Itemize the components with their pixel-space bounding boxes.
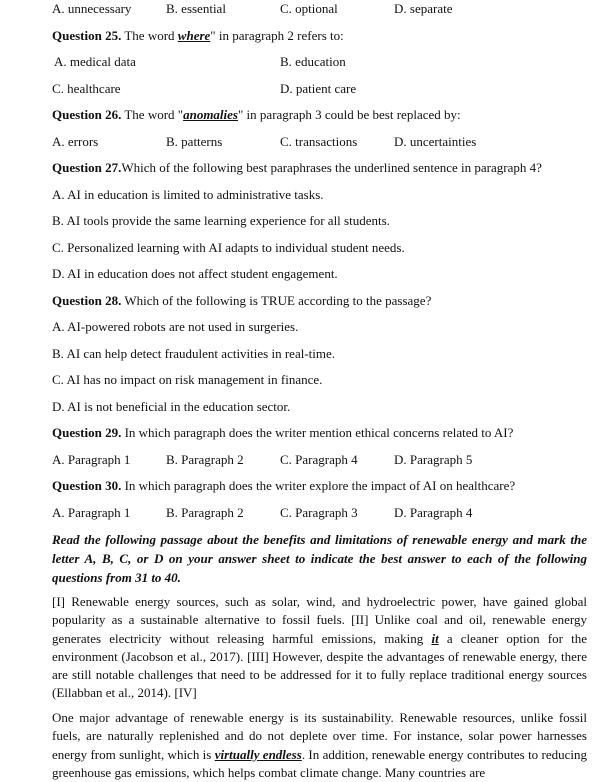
- q25-number: Question 25.: [52, 28, 122, 43]
- q26-option-b[interactable]: B. patterns: [166, 134, 223, 149]
- q26-option-a[interactable]: A. errors: [52, 134, 99, 149]
- q28-stem: [52, 293, 587, 309]
- q26-stem: [52, 107, 587, 123]
- q29-option-d[interactable]: D. Paragraph 5: [394, 452, 473, 467]
- q27-text: Which of the following best paraphrases the underlined sentence in paragraph 4?: [121, 160, 542, 175]
- q28-option-a[interactable]: A. AI-powered robots are not used in surgeries.: [52, 319, 299, 334]
- passage-paragraph-2: [52, 709, 587, 782]
- q28-option-d[interactable]: D. AI is not beneficial in the education sector.: [52, 399, 291, 414]
- q25-stem: [52, 28, 587, 44]
- q25-text-post: " in paragraph 2 refers to:: [210, 28, 344, 43]
- q28-option-c[interactable]: C. AI has no impact on risk management in finance.: [52, 372, 323, 387]
- q30-option-c[interactable]: C. Paragraph 3: [280, 505, 358, 520]
- q29-stem: [52, 425, 587, 441]
- q26-keyword: anomalies: [183, 107, 238, 122]
- q27-number: Question 27.: [52, 160, 122, 175]
- paragraph-1-text-after: a cleaner option for the environment (Jacobson et al., 2017). [III] However, despite the advantages of renewable energy, there are still notable challenges that need to be addressed for it to fully replace traditional energy sources (Ellabban et al., 2014). [IV]: [52, 630, 588, 701]
- q29-option-b[interactable]: B. Paragraph 2: [166, 452, 244, 467]
- q30-option-b[interactable]: B. Paragraph 2: [166, 505, 244, 520]
- q29-text: In which paragraph does the writer mention ethical concerns related to AI?: [121, 425, 514, 440]
- q25-option-b[interactable]: B. education: [280, 54, 346, 69]
- paragraph-2-text-before: One major advantage of renewable energy is its sustainability. Renewable resources, unlike fossil fuels, are naturally replenished and do not deplete over time. For instance, solar power harnesses energy from sunlight, which is: [52, 710, 587, 762]
- q24-option-d[interactable]: D. separate: [394, 1, 453, 16]
- paragraph-2-emphasis: virtually endless: [214, 746, 302, 762]
- q26-option-d[interactable]: D. uncertainties: [394, 134, 477, 149]
- q26-text-post: " in paragraph 3 could be best replaced by:: [238, 107, 461, 122]
- paragraph-2-text-after: . In addition, renewable energy contributes to reducing greenhouse gas emissions, which helps combat climate change. Many countries are: [52, 746, 588, 780]
- q24-option-a[interactable]: A. unnecessary: [52, 1, 132, 16]
- q25-option-c[interactable]: C. healthcare: [52, 81, 121, 96]
- q28-number: Question 28.: [52, 293, 122, 308]
- q28-option-b[interactable]: B. AI can help detect fraudulent activities in real-time.: [52, 346, 336, 361]
- q25-keyword: where: [177, 28, 211, 43]
- q27-stem: [52, 160, 587, 176]
- q29-option-c[interactable]: C. Paragraph 4: [280, 452, 358, 467]
- q27-option-d[interactable]: D. AI in education does not affect student engagement.: [52, 266, 338, 281]
- q30-stem: [52, 478, 587, 494]
- q30-text: In which paragraph does the writer explore the impact of AI on healthcare?: [121, 478, 516, 493]
- q25-option-d[interactable]: D. patient care: [280, 81, 357, 96]
- q25-text-pre: The word: [121, 28, 178, 43]
- q27-option-c[interactable]: C. Personalized learning with AI adapts to individual student needs.: [52, 240, 405, 255]
- q30-option-d[interactable]: D. Paragraph 4: [394, 505, 473, 520]
- q30-option-a[interactable]: A. Paragraph 1: [52, 505, 131, 520]
- paragraph-1-text-before: [I] Renewable energy sources, such as solar, wind, and hydroelectric power, have gained global popularity as a sustainable alternative to fossil fuels. [II] Unlike coal and oil, renewable energy generates electricity without releasing harmful emissions, making: [52, 594, 587, 646]
- q29-option-a[interactable]: A. Paragraph 1: [52, 452, 131, 467]
- q24-option-c[interactable]: C. optional: [280, 1, 338, 16]
- reading-instruction: Read the following passage about the benefits and limitations of renewable energy and mark the letter A, B, C, or D on your answer sheet to indicate the best answer to each of the following questions from 31 to 40.: [52, 532, 587, 585]
- passage-paragraph-1: [52, 593, 587, 703]
- q25-option-a[interactable]: A. medical data: [54, 54, 136, 69]
- q30-number: Question 30.: [52, 478, 122, 493]
- q26-number: Question 26.: [52, 107, 122, 122]
- q24-option-b[interactable]: B. essential: [166, 1, 226, 16]
- q27-option-a[interactable]: A. AI in education is limited to administrative tasks.: [52, 187, 324, 202]
- q26-option-c[interactable]: C. transactions: [280, 134, 358, 149]
- q29-number: Question 29.: [52, 425, 122, 440]
- q27-option-b[interactable]: B. AI tools provide the same learning experience for all students.: [52, 213, 390, 228]
- q28-text: Which of the following is TRUE according to the passage?: [121, 293, 432, 308]
- q26-text-pre: The word ": [121, 107, 184, 122]
- paragraph-1-emphasis: it: [431, 630, 439, 646]
